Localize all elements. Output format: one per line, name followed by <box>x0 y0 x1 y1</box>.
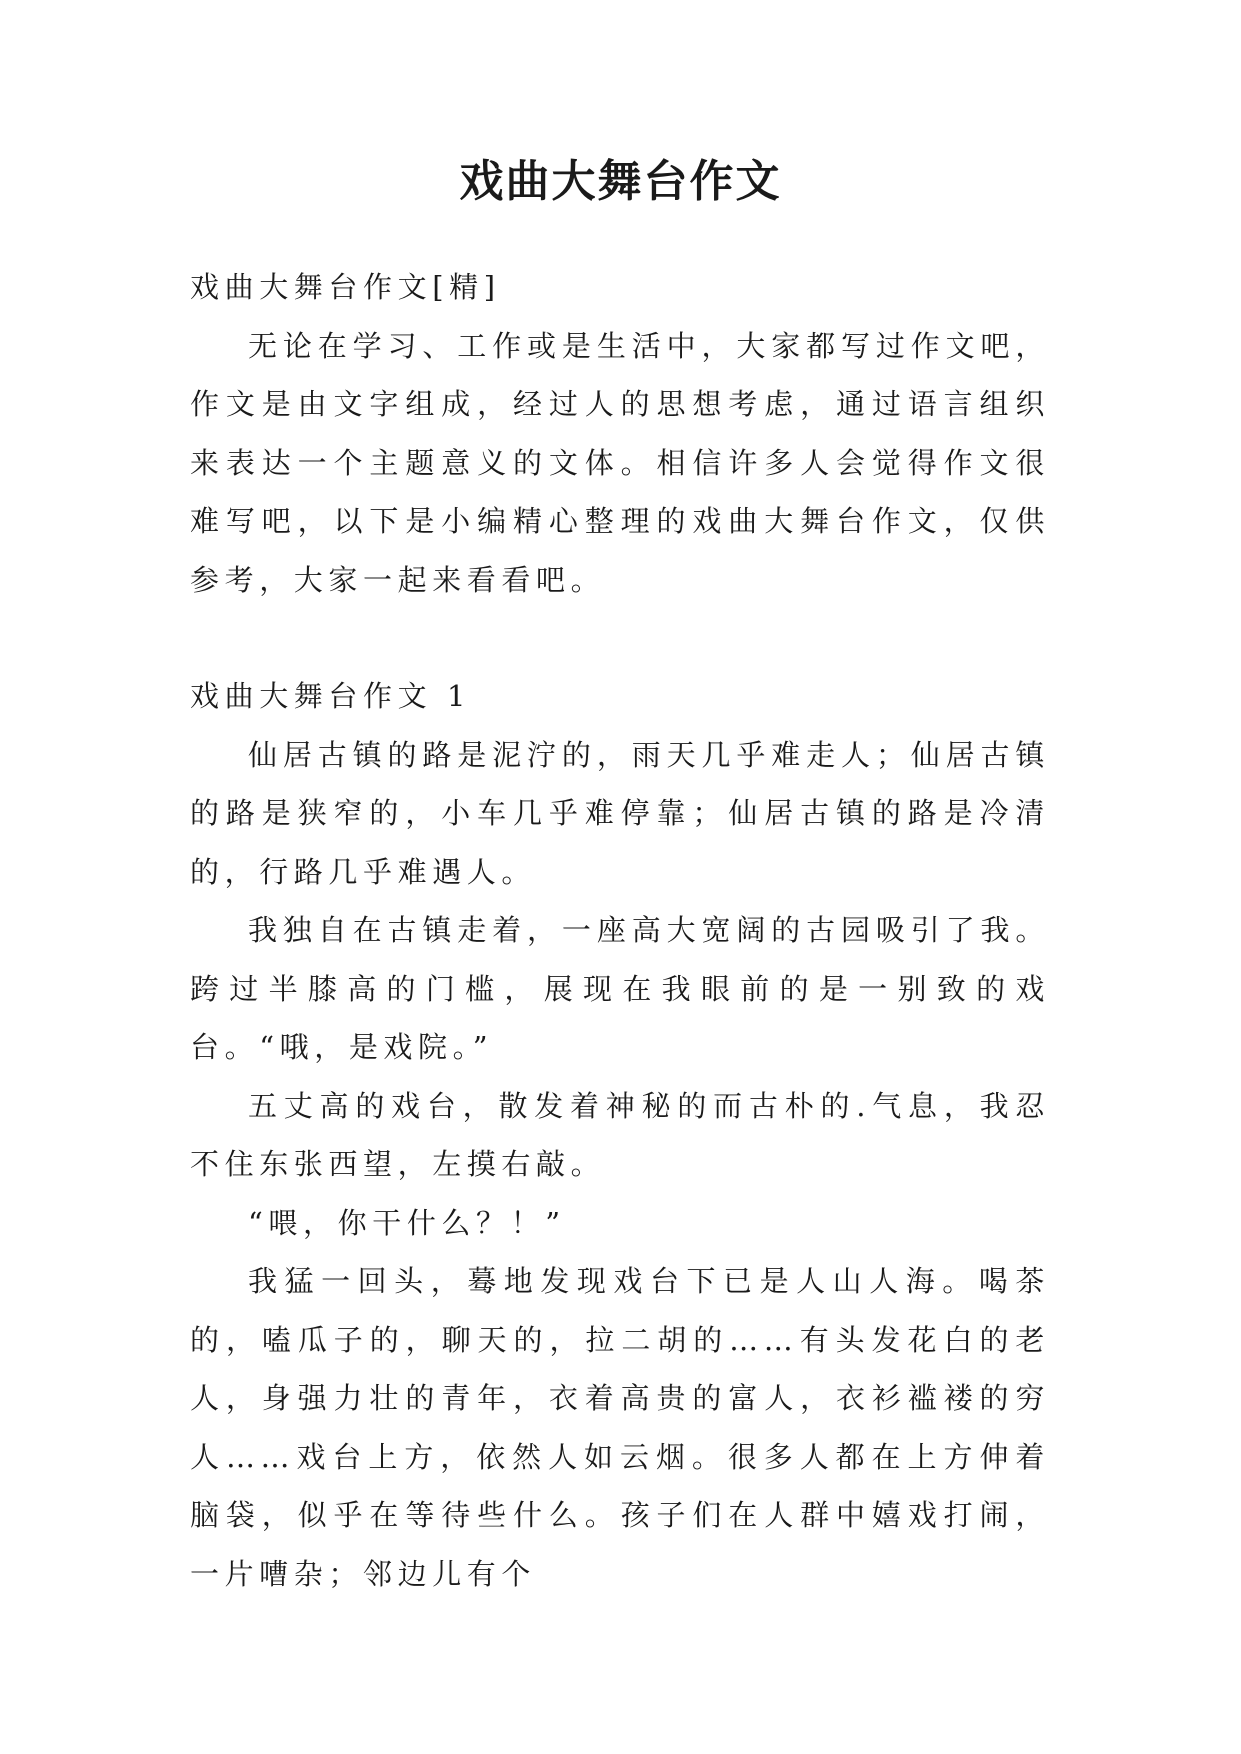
intro-paragraph: 无论在学习、工作或是生活中，大家都写过作文吧，作文是由文字组成，经过人的思想考虑，通过语言组织来表达一个主题意义的文体。相信许多人会觉得作文很难写吧，以下是小编精心整理的戏曲大舞台作文，仅供参考，大家一起来看看吧。 <box>190 328 1050 597</box>
body-paragraph: 五丈高的戏台，散发着神秘的而古朴的.气息，我忍不住东张西望，左摸右敲。 <box>190 1088 1050 1181</box>
body-paragraph: 我独自在古镇走着，一座高大宽阔的古园吸引了我。跨过半膝高的门槛，展现在我眼前的是一别致的戏台。“哦，是戏院。” <box>190 913 1050 1064</box>
document-subtitle: 戏曲大舞台作文[精] <box>190 270 501 304</box>
body-paragraph: 我猛一回头，蓦地发现戏台下已是人山人海。喝茶的，嗑瓜子的，聊天的，拉二胡的……有头发花白的老人，身强力壮的青年，衣着高贵的富人，衣衫褴褛的穷人……戏台上方，依然人如云烟。很多人都在上方伸着脑袋，似乎在等待些什么。孩子们在人群中嬉戏打闹，一片嘈杂；邻边儿有个 <box>190 1264 1050 1591</box>
section-heading: 戏曲大舞台作文 1 <box>190 679 472 713</box>
document-title: 戏曲大舞台作文 <box>459 156 782 207</box>
body-paragraph: “喂，你干什么？！” <box>248 1205 566 1240</box>
section-gap <box>190 609 1050 667</box>
body-paragraph: 仙居古镇的路是泥泞的，雨天几乎难走人；仙居古镇的路是狭窄的，小车几乎难停靠；仙居古镇的路是冷清的，行路几乎难遇人。 <box>190 737 1050 889</box>
document-body <box>190 258 1050 1603</box>
